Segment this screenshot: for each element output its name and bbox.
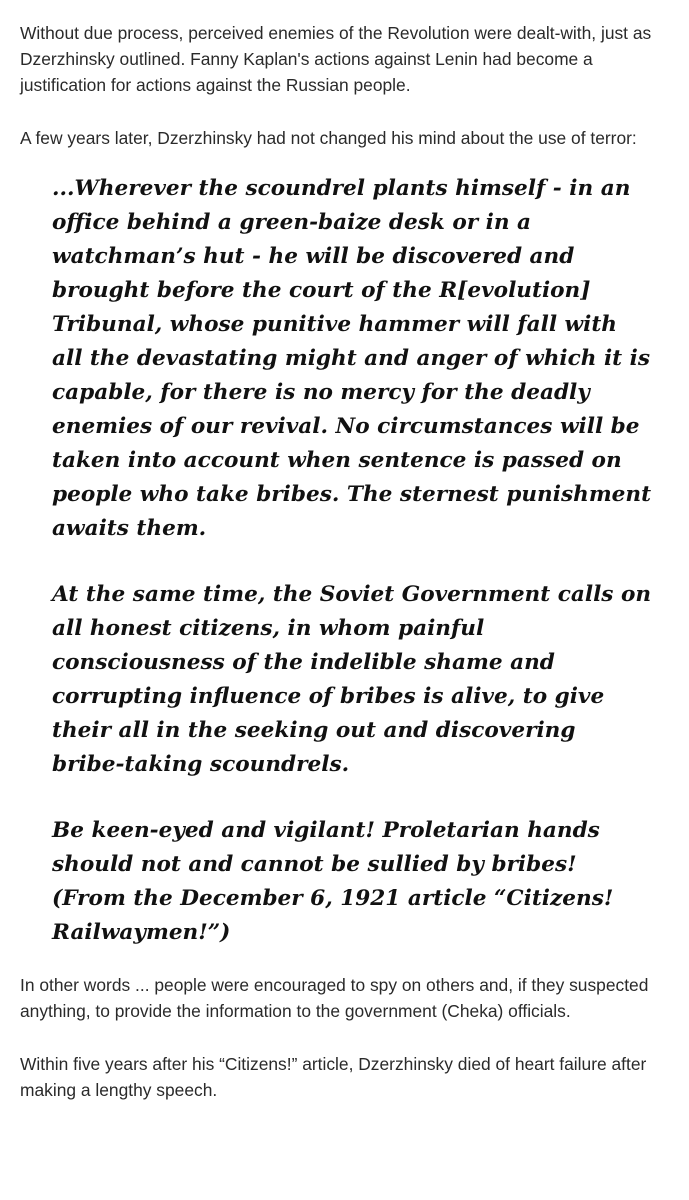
paragraph-spacer (20, 1024, 672, 1051)
paragraph-due-process: Without due process, perceived enemies of the Revolution were dealt-with, just as Dzerzhinsky outlined. Fanny Kaplan's actions against Lenin had become a justification for actions against the Russian people. (20, 23, 652, 95)
quote-paragraph-scoundrel: ...Wherever the scoundrel plants himself - in an office behind a green-baize desk or in a watchman’s hut - he will be discovered and brought before the court of the R[evolution] Tribunal, whose punitive hammer will fall with all the devastating might and anger of which it is capable, for there is no mercy for the deadly enemies of our revival. No circumstances will be taken into account when sentence is passed on people who take bribes. The sternest punishment awaits them. (52, 176, 652, 541)
paragraph-spy-on-others: In other words ... people were encouraged to spy on others and, if they suspected anything, to provide the information to the government (Cheka) officials. (20, 975, 649, 1021)
quote-paragraph-vigilant: Be keen-eyed and vigilant! Proletarian hands should not and cannot be sullied by bribes! (From the December 6, 1921 article “Citizens! Railwaymen!”) (52, 818, 614, 945)
paragraph-death: Within five years after his “Citizens!” article, Dzerzhinsky died of heart failure after making a lengthy speech. (20, 1054, 647, 1100)
quote-spacer (52, 782, 652, 814)
paragraph-spacer (20, 98, 672, 125)
article-body (20, 20, 672, 1103)
dzerzhinsky-quote (52, 172, 652, 950)
quote-paragraph-citizens: At the same time, the Soviet Government calls on all honest citizens, in whom painful consciousness of the indelible shame and corrupting influence of bribes is alive, to give their all in the seeking out and discovering bribe-taking scoundrels. (52, 582, 652, 777)
after-quote-content (20, 972, 672, 1103)
quote-spacer (52, 546, 652, 578)
paragraph-dzerzhinsky-terror: A few years later, Dzerzhinsky had not changed his mind about the use of terror: (20, 128, 637, 148)
